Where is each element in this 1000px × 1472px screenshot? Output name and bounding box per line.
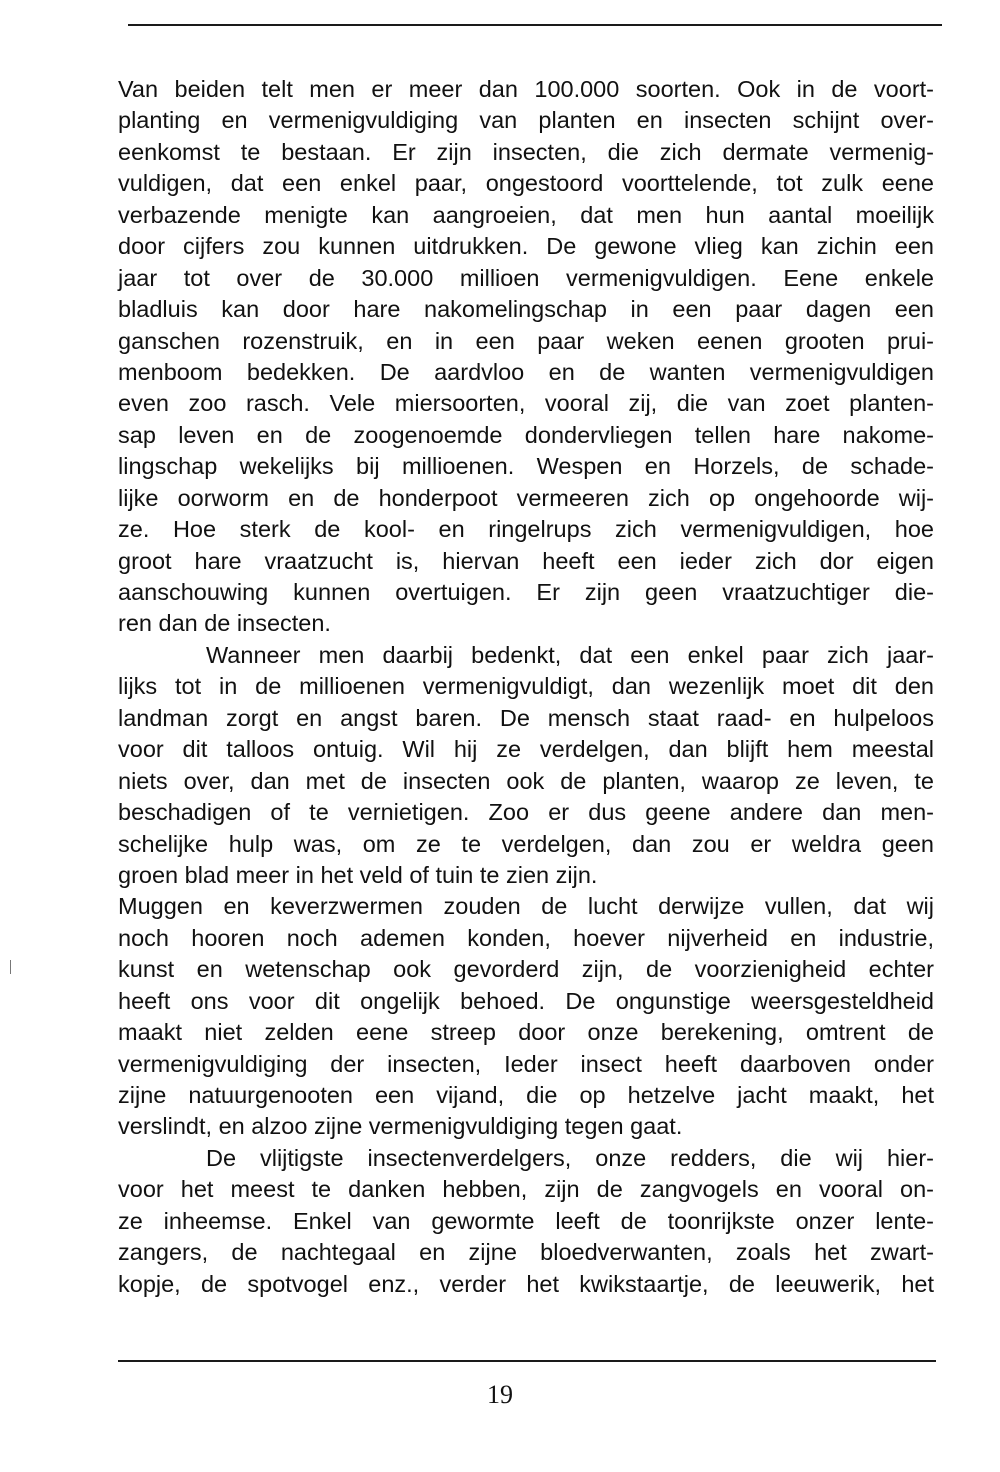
text-line: niets over, dan met de insecten ook de planten, waarop ze leven, te [118,767,934,794]
text-line: heeft ons voor dit ongelijk behoed. De ongunstige weersgesteldheid [118,987,934,1014]
text-line: vermenigvuldiging der insecten, Ieder insect heeft daarboven onder [118,1050,934,1077]
text-line: aanschouwing kunnen overtuigen. Er zijn geen vraatzuchtiger die- [118,579,934,605]
text-line: schelijke hulp was, om ze te verdelgen, dan zou er weldra geen [118,830,934,857]
text-line: door cijfers zou kunnen uitdrukken. De gewone vlieg kan zichin een [118,233,934,260]
text-line: kopje, de spotvogel enz., verder het kwikstaartje, de leeuwerik, het [118,1270,934,1297]
text-line: ze. Hoe sterk de kool- en ringelrups zich vermenigvuldigen, hoe [118,516,934,543]
text-line: vuldigen, dat een enkel paar, ongestoord voorttelende, tot zulk eene [118,170,934,197]
text-line: ganschen rozenstruik, en in een paar weken eenen grooten prui- [118,327,934,354]
text-line: verbazende menigte kan aangroeien, dat men hun aantal moeilijk [118,201,934,228]
text-line: groen blad meer in het veld of tuin te zien zijn. [118,861,598,888]
text-line: voor het meest te danken hebben, zijn de zangvogels en vooral on- [118,1176,934,1203]
top-rule [128,24,942,26]
text-line: noch hooren noch ademen konden, hoever nijverheid en industrie, [118,924,934,951]
text-line: sap leven en de zoogenoemde dondervliegen tellen hare nakome- [118,421,934,448]
text-line: lijke oorworm en de honderpoot vermeeren zich op ongehoorde wij- [118,484,934,511]
text-line: planting en vermenigvuldiging van planten en insecten schijnt over- [118,107,934,134]
text-line: groot hare vraatzucht is, hiervan heeft een ieder zich dor eigen [118,547,934,574]
text-line: lijks tot in de millioenen vermenigvuldigt, dan wezenlijk moet dit den [118,673,934,700]
text-line: zangers, de nachtegaal en zijne bloedverwanten, zoals het zwart- [118,1239,934,1266]
text-line: Wanneer men daarbij bedenkt, dat een enkel paar zich jaar- [206,641,934,668]
text-line: voor dit talloos ontuig. Wil hij ze verdelgen, dan blijft hem meestal [118,736,934,763]
text-line: maakt niet zelden eene streep door onze berekening, omtrent de [118,1019,934,1046]
text-line: eenkomst te bestaan. Er zijn insecten, die zich dermate vermenig- [118,138,934,165]
page-number: 19 [487,1380,513,1409]
bottom-rule [118,1360,936,1362]
text-line: De vlijtigste insectenverdelgers, onze redders, die wij hier- [206,1144,934,1171]
text-line: beschadigen of te vernietigen. Zoo er dus geene andere dan men- [118,799,934,826]
text-line: jaar tot over de 30.000 millioen vermenigvuldigen. Eene enkele [118,264,934,291]
text-line: bladluis kan door hare nakomelingschap in een paar dagen een [118,296,934,323]
body-text [118,74,934,1300]
text-line: verslindt, en alzoo zijne vermenigvuldiging tegen gaat. [118,1113,683,1140]
text-line: ren dan de insecten. [118,610,331,637]
text-line: ze inheemse. Enkel van gewormte leeft de toonrijkste onzer lente- [118,1207,934,1234]
text-line: lingschap wekelijks bij millioenen. Wespen en Horzels, de schade- [118,453,934,480]
text-line: Muggen en keverzwermen zouden de lucht derwijze vullen, dat wij [118,893,934,920]
text-line: Van beiden telt men er meer dan 100.000 soorten. Ook in de voort- [118,76,934,102]
text-line: zijne natuurgenooten een vijand, die op hetzelve jacht maakt, het [118,1082,934,1108]
text-line: even zoo rasch. Vele miersoorten, vooral zij, die van zoet planten- [118,390,934,417]
text-line: menboom bedekken. De aardvloo en de wanten vermenigvuldigen [118,358,934,385]
margin-mark [10,960,11,974]
text-line: kunst en wetenschap ook gevorderd zijn, de voorzienigheid echter [118,956,934,983]
text-line: landman zorgt en angst baren. De mensch staat raad- en hulpeloos [118,704,934,731]
